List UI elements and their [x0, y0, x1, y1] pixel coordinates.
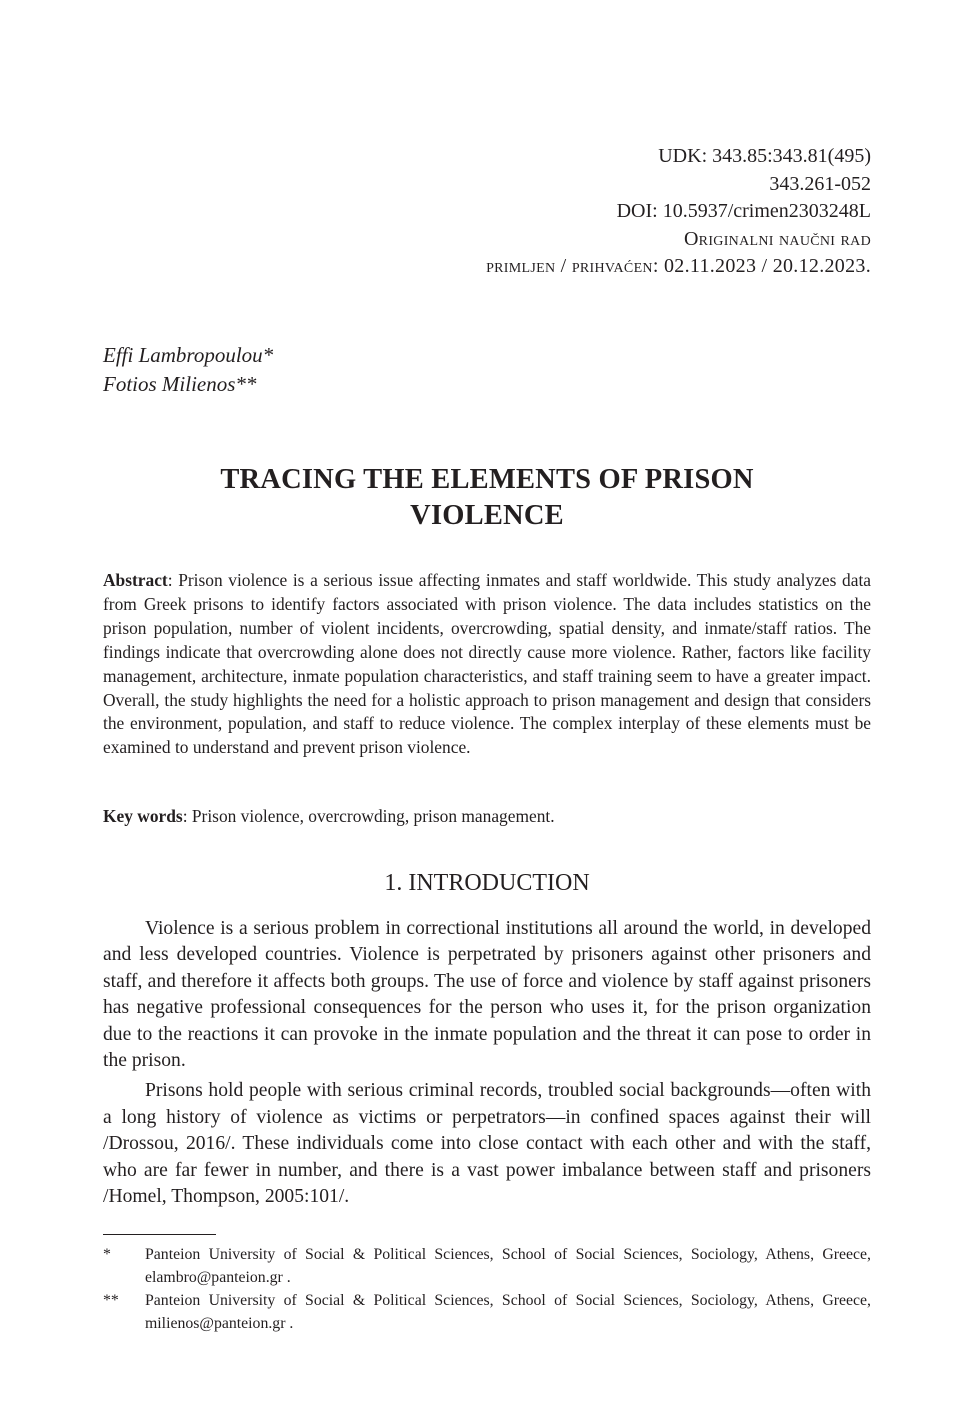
- udk-code: UDK: 343.85:343.81(495): [658, 145, 871, 167]
- article-type: Originalni naučni rad: [683, 227, 871, 250]
- footnote-marker: *: [103, 1246, 111, 1263]
- footnote-suffix: .: [285, 1314, 294, 1332]
- footnote-divider: [103, 1234, 216, 1235]
- author: [103, 370, 273, 399]
- affiliation: Panteion University of Social & Political Sciences, School of Social Sciences, Sociology, Athens, Greece,: [145, 1246, 871, 1263]
- footnote: [103, 1290, 871, 1335]
- section-heading: 1. INTRODUCTION: [384, 870, 590, 896]
- title-line-1: TRACING THE ELEMENTS OF PRISON: [220, 464, 754, 495]
- footnote-suffix: .: [282, 1268, 291, 1286]
- keywords: [103, 804, 871, 828]
- abstract-label: Abstract: [103, 570, 168, 590]
- footnote-marker: *: [262, 343, 274, 367]
- email-link[interactable]: elambro@panteion.gr: [145, 1268, 283, 1286]
- keywords-text: : Prison violence, overcrowding, prison management.: [182, 806, 555, 826]
- received-accepted-dates: primljen / prihvaćen: 02.11.2023 / 20.12.2023.: [486, 255, 871, 277]
- keywords-label: Key words: [103, 806, 183, 826]
- author: [103, 341, 273, 370]
- body-paragraph: Violence is a serious problem in correctional institutions all around the world, in developed and less developed countries. Violence is perpetrated by prisoners against other prisoners and staff, and therefore it affects both groups. The use of force and violence by staff against prisoners has negative professional consequences for the person who uses it, for the prison organization due to the reactions it can provoke in the inmate population and the threat it can pose to order in the prison.: [103, 918, 871, 1072]
- section-body: [103, 916, 871, 1214]
- footnote-marker: **: [235, 372, 257, 396]
- footnote-text: [145, 1290, 871, 1335]
- author-name: Effi Lambropoulou: [103, 343, 263, 367]
- doi: DOI: 10.5937/crimen2303248L: [616, 200, 871, 222]
- author-name: Fotios Milienos: [103, 372, 236, 396]
- author-list: [103, 341, 273, 399]
- article-metadata: [271, 143, 871, 281]
- abstract: [103, 569, 871, 760]
- abstract-text: : Prison violence is a serious issue affecting inmates and staff worldwide. This study analyzes data from Greek prisons to identify factors associated with prison violence. The data includes statistics on the prison population, number of violent incidents, overcrowding, spatial density, and inmate/staff ratios. The findings indicate that overcrowding alone does not directly cause more violence. Rather, factors like facility management, architecture, inmate population characteristics, and staff training seem to have a greater impact. Overall, the study highlights the need for a holistic approach to prison management and design that considers the environment, population, and staff to reduce violence. The complex interplay of these elements must be examined to understand and prevent prison violence.: [103, 570, 871, 758]
- footnote-marker: **: [103, 1292, 119, 1309]
- body-paragraph: Prisons hold people with serious criminal records, troubled social backgrounds—often with a long history of violence as victims or perpetrators—in confined spaces against their will /Drossou, 2016/. These individuals come into close contact with each other and with the staff, who are far fewer in number, and there is a vast power imbalance between staff and prisoners /Homel, Thompson, 2005:101/.: [103, 1080, 871, 1208]
- footnotes: [103, 1244, 871, 1336]
- paper-title: [103, 462, 871, 534]
- email-link[interactable]: milienos@panteion.gr: [145, 1314, 286, 1332]
- footnote-text: [145, 1244, 871, 1289]
- affiliation: Panteion University of Social & Political Sciences, School of Social Sciences, Sociology, Athens, Greece,: [145, 1292, 871, 1309]
- title-line-2: VIOLENCE: [410, 500, 564, 531]
- udk-secondary-code: 343.261-052: [769, 172, 871, 195]
- footnote: [103, 1244, 871, 1289]
